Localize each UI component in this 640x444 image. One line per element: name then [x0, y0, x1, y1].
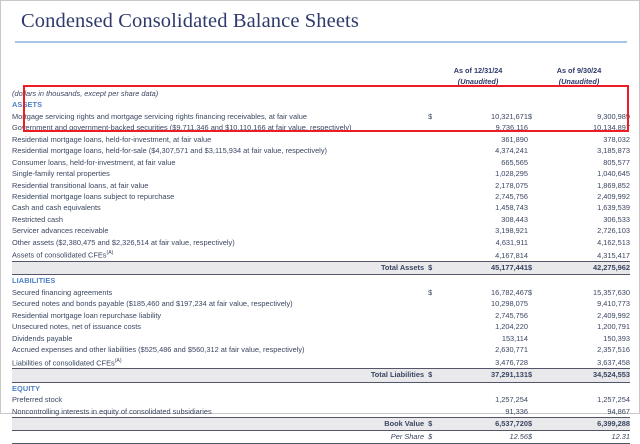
currency-symbol-col2	[528, 122, 542, 133]
section-header-label: LIABILITIES	[12, 276, 56, 286]
balance-sheet-body	[12, 99, 630, 444]
line-item-row	[12, 344, 630, 355]
section-header-pad	[542, 275, 630, 287]
value-col2: 9,410,773	[597, 299, 630, 309]
balance-sheet-table	[12, 43, 630, 444]
value-col1: 91,336	[505, 406, 528, 416]
units-note-row	[12, 88, 630, 99]
line-item-label: Residential mortgage loans subject to repurchase	[12, 191, 175, 201]
line-item-label: Restricted cash	[12, 214, 63, 224]
currency-symbol-col1	[428, 333, 440, 344]
line-item-row	[12, 333, 630, 344]
currency-symbol-col2	[528, 168, 542, 179]
currency-symbol-col2	[528, 406, 542, 418]
total-value-col2: 34,524,553	[542, 369, 630, 382]
section-header-label: EQUITY	[12, 383, 41, 393]
column-header-2-date: As of 9/30/24	[556, 66, 602, 75]
line-item-row	[12, 134, 630, 145]
per-share-currency-col2: $	[528, 431, 542, 444]
total-value-col2: 6,399,288	[542, 418, 630, 431]
currency-symbol-col1	[428, 225, 440, 236]
value-col1: 3,476,728	[495, 358, 528, 368]
value-col2: 2,409,992	[597, 310, 630, 320]
column-header-1-date: As of 12/31/24	[453, 66, 503, 75]
currency-symbol-col2	[528, 237, 542, 248]
currency-symbol-col1: $	[428, 287, 433, 297]
line-item-label: Noncontrolling interests in equity of consolidated subsidiaries	[12, 406, 212, 416]
currency-symbol-col2	[528, 298, 542, 309]
section-header-row	[12, 99, 630, 110]
currency-symbol-col1	[428, 134, 440, 145]
line-item-row	[12, 356, 630, 369]
section-header-pad	[528, 382, 542, 394]
value-col1: 2,178,075	[495, 180, 528, 190]
total-value-col1: 45,177,441	[440, 262, 528, 275]
value-col1: 2,745,756	[495, 191, 528, 201]
line-item-row	[12, 298, 630, 309]
line-item-label: Liabilities of consolidated CFEs$^{(A)}$	[12, 357, 122, 368]
value-col2: 4,162,513	[597, 237, 630, 247]
currency-symbol-col2	[528, 248, 542, 261]
total-value-col1: 6,537,720	[440, 418, 528, 431]
value-col1: 1,257,254	[495, 395, 528, 405]
value-col2: 1,200,791	[597, 322, 630, 332]
section-header-label: ASSETS	[12, 100, 43, 110]
line-item-row	[12, 248, 630, 261]
total-currency-col2: $	[528, 418, 542, 431]
value-col1: 2,745,756	[495, 310, 528, 320]
currency-symbol-col2	[528, 225, 542, 236]
total-value-col1: 37,291,131	[440, 369, 528, 382]
line-item-label: Residential mortgage loan repurchase liability	[12, 310, 162, 320]
value-col1: 4,167,814	[495, 250, 528, 260]
value-col1: 361,890	[501, 134, 528, 144]
line-item-label: Other assets ($2,380,475 and $2,326,514 at fair value, respectively)	[12, 237, 235, 247]
line-item-label: Dividends payable	[12, 333, 73, 343]
footnote-marker: (A)	[106, 250, 114, 257]
currency-symbol-col2	[528, 157, 542, 168]
value-col1: 9,736,116	[495, 123, 528, 133]
value-col2: 150,393	[603, 333, 630, 343]
total-row-label: Total Liabilities	[12, 369, 428, 382]
total-row-label: Book Value	[12, 418, 428, 431]
section-header-pad	[440, 99, 528, 110]
section-header-pad	[542, 99, 630, 110]
value-col1: 2,630,771	[495, 345, 528, 355]
section-header-pad	[440, 382, 528, 394]
total-currency-col1: $	[428, 369, 440, 382]
line-item-label: Cash and cash equivalents	[12, 203, 101, 213]
line-item-row	[12, 310, 630, 321]
section-header-pad	[440, 275, 528, 287]
currency-symbol-col1	[428, 310, 440, 321]
currency-symbol-col2	[528, 145, 542, 156]
currency-symbol-col1	[428, 202, 440, 213]
value-col1: 665,565	[501, 157, 528, 167]
value-col2: 9,300,989	[597, 111, 630, 121]
value-col2: 378,032	[603, 134, 630, 144]
per-share-label: Per Share	[12, 431, 428, 444]
total-currency-col2: $	[528, 369, 542, 382]
line-item-label: Unsecured notes, net of issuance costs	[12, 322, 141, 332]
total-currency-col1: $	[428, 418, 440, 431]
total-value-col2: 42,275,962	[542, 262, 630, 275]
currency-symbol-col1	[428, 344, 440, 355]
currency-symbol-col1: $	[428, 111, 433, 121]
value-col2: 306,533	[603, 214, 630, 224]
footnote-marker: (A)	[114, 357, 122, 364]
line-item-row	[12, 394, 630, 405]
currency-symbol-col1	[428, 298, 440, 309]
currency-symbol-col1	[428, 356, 440, 369]
currency-symbol-col2	[528, 321, 542, 332]
per-share-value-col1: 12.56	[440, 431, 528, 444]
line-item-label: Residential transitional loans, at fair value	[12, 180, 149, 190]
line-item-row	[12, 111, 630, 122]
line-item-row	[12, 191, 630, 202]
section-header-pad	[428, 99, 440, 110]
total-row	[12, 369, 630, 382]
line-item-label: Assets of consolidated CFEs$^{(A)}$	[12, 250, 114, 260]
line-item-row	[12, 237, 630, 248]
line-item-label: Residential mortgage loans, held-for-sale ($4,307,571 and $3,115,934 at fair value, respectively)	[12, 146, 327, 156]
currency-symbol-col1	[428, 394, 440, 405]
value-col1: 16,782,467	[491, 287, 528, 297]
line-item-row	[12, 145, 630, 156]
value-col2: 3,637,458	[597, 358, 630, 368]
page-title: Condensed Consolidated Balance Sheets	[21, 10, 359, 32]
currency-symbol-col1	[428, 321, 440, 332]
value-col1: 10,298,075	[491, 299, 528, 309]
total-currency-col2: $	[528, 262, 542, 275]
currency-symbol-col2	[528, 344, 542, 355]
column-header-2-sub: (Unaudited)	[558, 77, 600, 87]
currency-symbol-col2	[528, 333, 542, 344]
value-col2: 1,257,254	[597, 395, 630, 405]
line-item-row	[12, 225, 630, 236]
currency-symbol-col1	[428, 214, 440, 225]
value-col2: 10,134,897	[593, 123, 630, 133]
value-col2: 15,357,630	[593, 287, 630, 297]
per-share-value-col2: 12.31	[542, 431, 630, 444]
value-col1: 3,198,921	[495, 226, 528, 236]
currency-symbol-col2	[528, 202, 542, 213]
per-share-row	[12, 431, 630, 444]
currency-symbol-col2: $	[528, 287, 533, 297]
value-col2: 1,869,852	[597, 180, 630, 190]
value-col2: 2,726,103	[597, 226, 630, 236]
line-item-row	[12, 214, 630, 225]
section-header-pad	[428, 275, 440, 287]
currency-symbol-col2: $	[528, 111, 533, 121]
line-item-label: Government and government-backed securities ($9,711,346 and $10,110,166 at fair value, respectively)	[12, 123, 352, 133]
currency-symbol-col1	[428, 248, 440, 261]
currency-symbol-col1	[428, 191, 440, 202]
currency-symbol-col1	[428, 180, 440, 191]
table-spacer-row	[12, 43, 630, 65]
currency-symbol-col2	[528, 394, 542, 405]
currency-symbol-col2	[528, 356, 542, 369]
line-item-label: Residential mortgage loans, held-for-investment, at fair value	[12, 134, 212, 144]
per-share-currency-col1: $	[428, 431, 440, 444]
line-item-row	[12, 168, 630, 179]
currency-symbol-col1	[428, 406, 440, 418]
line-item-label: Single-family rental properties	[12, 169, 110, 179]
value-col1: 10,321,671	[491, 111, 528, 121]
value-col2: 805,577	[603, 157, 630, 167]
total-row	[12, 262, 630, 275]
line-item-label: Secured financing agreements	[12, 287, 113, 297]
value-col1: 1,204,220	[495, 322, 528, 332]
line-item-label: Accrued expenses and other liabilities ($525,486 and $560,312 at fair value, respectively)	[12, 345, 305, 355]
value-col1: 4,374,241	[495, 146, 528, 156]
line-item-label: Consumer loans, held-for-investment, at fair value	[12, 157, 176, 167]
value-col2: 2,357,516	[597, 345, 630, 355]
section-header-pad	[528, 99, 542, 110]
line-item-row	[12, 202, 630, 213]
line-item-row	[12, 406, 630, 418]
value-col1: 308,443	[501, 214, 528, 224]
column-header-2	[528, 65, 630, 88]
section-header-pad	[542, 382, 630, 394]
section-header-pad	[428, 382, 440, 394]
column-header-1	[428, 65, 528, 88]
section-header-row	[12, 275, 630, 287]
section-header-pad	[528, 275, 542, 287]
line-item-row	[12, 180, 630, 191]
units-note: (dollars in thousands, except per share data)	[12, 88, 159, 98]
value-col1: 4,631,911	[495, 237, 528, 247]
value-col2: 1,639,539	[597, 203, 630, 213]
currency-symbol-col1	[428, 168, 440, 179]
column-header-1-sub: (Unaudited)	[457, 77, 499, 87]
column-header-row	[12, 65, 630, 88]
currency-symbol-col2	[528, 214, 542, 225]
value-col1: 1,028,295	[495, 169, 528, 179]
currency-symbol-col2	[528, 191, 542, 202]
line-item-label: Preferred stock	[12, 395, 63, 405]
value-col2: 1,040,645	[597, 169, 630, 179]
line-item-label: Servicer advances receivable	[12, 226, 109, 236]
value-col2: 3,185,873	[597, 146, 630, 156]
currency-symbol-col2	[528, 180, 542, 191]
value-col2: 94,867	[607, 406, 630, 416]
value-col1: 153,114	[501, 333, 528, 343]
value-col1: 1,458,743	[495, 203, 528, 213]
total-row	[12, 418, 630, 431]
line-item-row	[12, 287, 630, 298]
currency-symbol-col1	[428, 237, 440, 248]
line-item-row	[12, 157, 630, 168]
line-item-label: Mortgage servicing rights and mortgage servicing rights financing receivables, at fair value	[12, 111, 307, 121]
line-item-row	[12, 321, 630, 332]
line-item-label: Secured notes and bonds payable ($185,460 and $197,234 at fair value, respectively)	[12, 299, 293, 309]
currency-symbol-col2	[528, 310, 542, 321]
currency-symbol-col1	[428, 145, 440, 156]
currency-symbol-col1	[428, 122, 440, 133]
line-item-row	[12, 122, 630, 133]
currency-symbol-col2	[528, 134, 542, 145]
total-row-label: Total Assets	[12, 262, 428, 275]
value-col2: 4,315,417	[597, 250, 630, 260]
value-col2: 2,409,992	[597, 191, 630, 201]
total-currency-col1: $	[428, 262, 440, 275]
section-header-row	[12, 382, 630, 394]
currency-symbol-col1	[428, 157, 440, 168]
